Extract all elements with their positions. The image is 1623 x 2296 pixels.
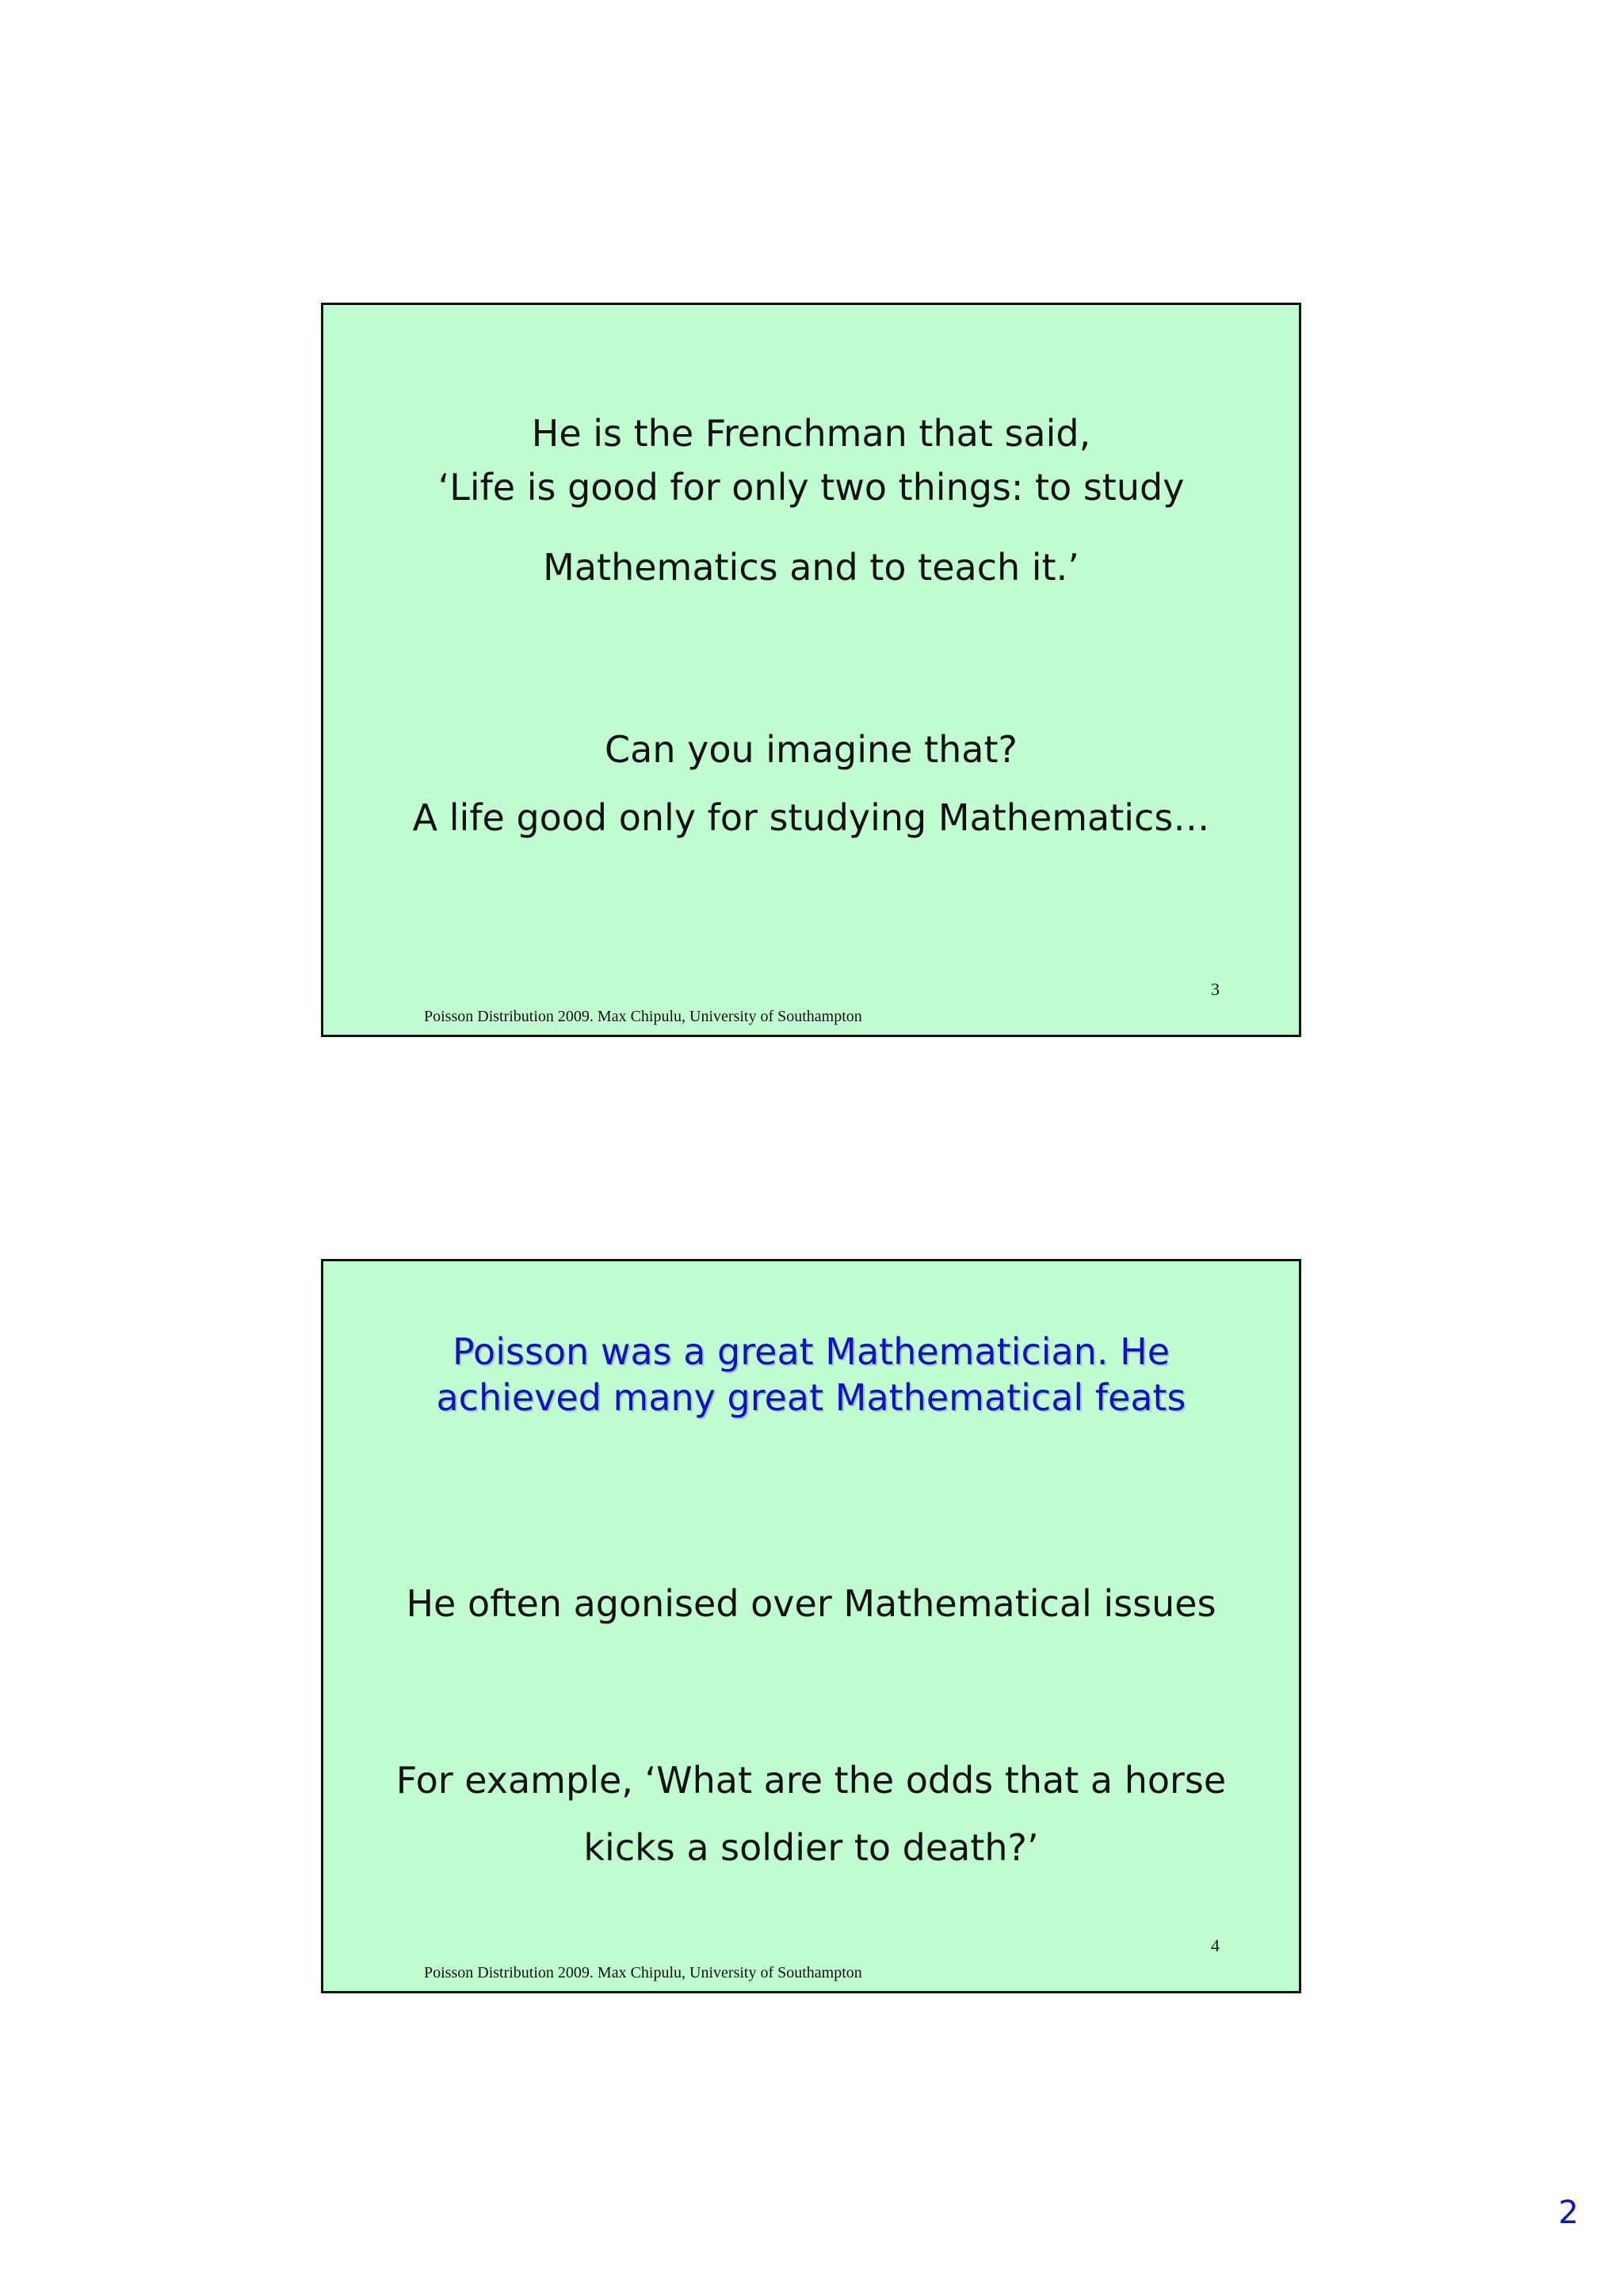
question-line: Can you imagine that? bbox=[605, 728, 1018, 771]
quote-line-1: ‘Life is good for only two things: to study bbox=[437, 466, 1185, 509]
slide-number: 3 bbox=[1211, 979, 1220, 999]
slide-3 bbox=[321, 303, 1301, 1037]
body-line-2: For example, ‘What are the odds that a horse bbox=[395, 1759, 1227, 1802]
slide-4 bbox=[321, 1259, 1301, 1993]
slide-footer: Poisson Distribution 2009. Max Chipulu, University of Southampton bbox=[424, 1008, 862, 1025]
slide-title-line-1: Poisson was a great Mathematician. He bbox=[452, 1330, 1170, 1373]
body-line-1: He often agonised over Mathematical issues bbox=[406, 1582, 1216, 1625]
slide-number: 4 bbox=[1211, 1936, 1220, 1955]
body-line-3: kicks a soldier to death?’ bbox=[583, 1826, 1039, 1869]
slide-footer: Poisson Distribution 2009. Max Chipulu, University of Southampton bbox=[424, 1964, 862, 1981]
slide-title-line-2: achieved many great Mathematical feats bbox=[436, 1376, 1186, 1419]
page-number: 2 bbox=[1558, 2195, 1579, 2231]
quote-intro-line: He is the Frenchman that said, bbox=[531, 412, 1091, 455]
quote-line-2: Mathematics and to teach it.’ bbox=[543, 546, 1079, 589]
remark-line: A life good only for studying Mathematics… bbox=[412, 796, 1210, 839]
